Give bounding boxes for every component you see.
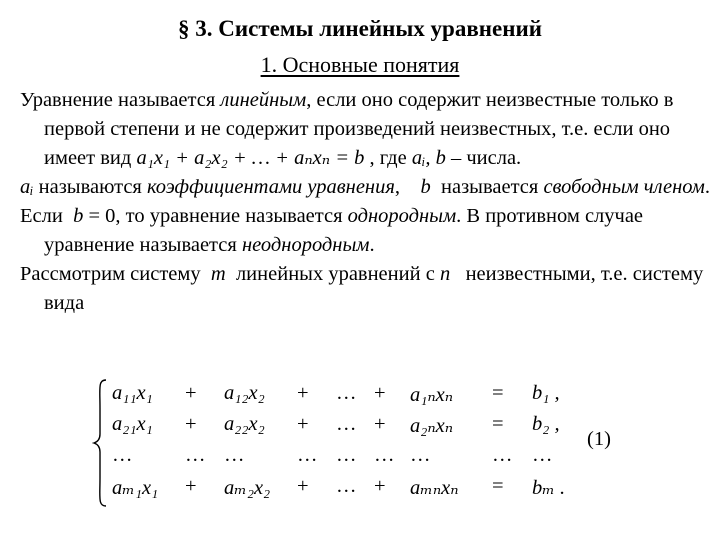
text-span: , если оно содержит неизвестные только в первой степени и не содержит произведений неизвестных, т.е. если оно имеет вид [44, 89, 674, 169]
equation-cell: aₘ₁x₁ [112, 477, 159, 499]
term-nonhomogeneous: неоднородным [241, 234, 370, 256]
equation-cell: … [532, 444, 553, 466]
text-span: , [394, 176, 421, 198]
left-brace-icon [92, 378, 108, 508]
text-span: Уравнение называется [20, 89, 221, 111]
equation-cell: b₁ , [532, 382, 560, 404]
equation-cell: b₂ , [532, 413, 560, 435]
equation-cell: + [297, 413, 309, 435]
text-span: неизвестными, т.е. систему вида [44, 263, 709, 314]
equation-cell: … [492, 444, 513, 466]
term-homogeneous: однородным [347, 205, 457, 227]
equation-cell: … [112, 444, 133, 466]
equation-cell: a₁ₙxₙ [410, 384, 454, 406]
text-span: называется [430, 176, 544, 198]
formula-coefficients: aᵢ, b [411, 147, 446, 169]
text-span: линейных уравнений с [225, 263, 440, 285]
term-free-term: свободным членом [543, 176, 705, 198]
symbol-m: m [210, 263, 226, 285]
symbol-ai: aᵢ [20, 176, 34, 198]
subtitle-text: 1. Основные понятия [260, 52, 460, 77]
equation-cell: + [374, 413, 386, 435]
paragraph-homogeneous [20, 202, 710, 260]
equation-cell: … [336, 444, 357, 466]
equation-cell: + [374, 475, 386, 497]
text-span: . В противном случае уравнение называется [44, 205, 644, 256]
symbol-b: b [420, 176, 431, 198]
equation-cell: + [185, 382, 197, 404]
equation-cell: aₘₙxₙ [410, 477, 459, 499]
equation-cell: a₁₁x₁ [112, 382, 153, 404]
equation-number: (1) [587, 428, 611, 450]
text-span: , где [364, 147, 412, 169]
text-span: . [369, 234, 375, 256]
text-span: = 0, то уравнение называется [83, 205, 348, 227]
equation-cell: + [185, 413, 197, 435]
paragraph-system-intro [20, 260, 710, 318]
equation-cell: + [374, 382, 386, 404]
equation-cell: … [297, 444, 318, 466]
equation-cell: + [185, 475, 197, 497]
equation-cell: = [492, 413, 504, 435]
equation-cell: = [492, 475, 504, 497]
equation-cell: a₂₂x₂ [224, 413, 265, 435]
term-coefficients: коэффициентами уравнения [146, 176, 395, 198]
text-span: Если [20, 205, 74, 227]
text-span: . [704, 176, 710, 198]
paragraph-definition [20, 86, 710, 173]
equation-cell: … [336, 382, 357, 404]
equation-cell: + [297, 382, 309, 404]
equation-cell: a₁₂x₂ [224, 382, 265, 404]
equation-cell: + [297, 475, 309, 497]
text-span: – числа. [445, 147, 522, 169]
equation-cell: … [224, 444, 245, 466]
text-span: Рассмотрим систему [20, 263, 211, 285]
paragraph-coefficients [20, 173, 710, 202]
term-linear: линейным [220, 89, 307, 111]
text-span: называются [33, 176, 147, 198]
equation-cell: aₘ₂x₂ [224, 477, 271, 499]
equation-cell: … [336, 475, 357, 497]
page-title: § 3. Системы линейных уравнений [178, 16, 542, 41]
equation-cell: … [410, 444, 431, 466]
equation-cell: a₂₁x₁ [112, 413, 153, 435]
equation-cell: … [336, 413, 357, 435]
equation-cell: = [492, 382, 504, 404]
equation-cell: … [374, 444, 395, 466]
formula-linear-equation: a₁x₁ + a₂x₂ + … + aₙxₙ = b [136, 147, 365, 169]
content-body [20, 86, 710, 318]
equation-cell: bₘ . [532, 477, 566, 499]
equation-cell: … [185, 444, 206, 466]
page-subtitle [0, 52, 720, 78]
symbol-n: n [439, 263, 451, 285]
equation-system [92, 378, 652, 508]
equation-cell: a₂ₙxₙ [410, 415, 454, 437]
symbol-b: b [73, 205, 84, 227]
